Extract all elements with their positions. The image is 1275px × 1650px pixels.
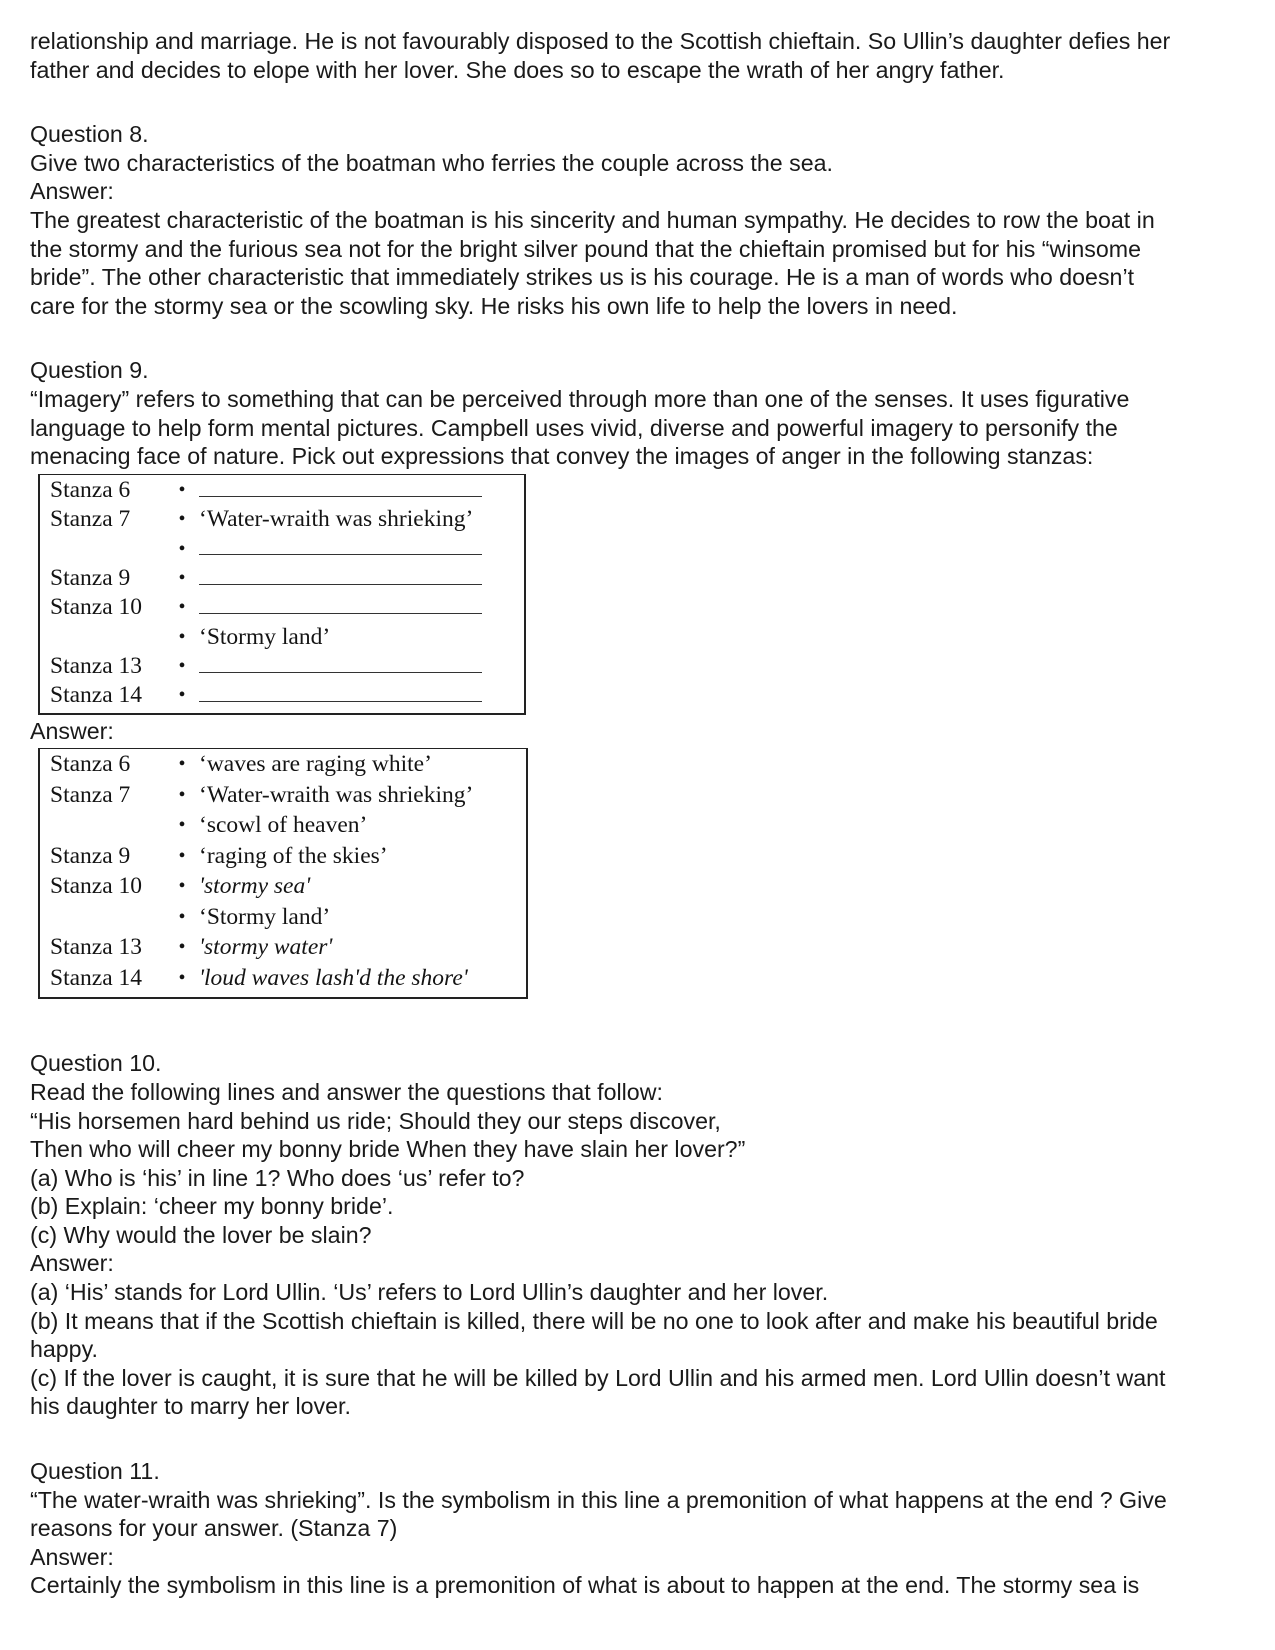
- table-row: [40, 932, 526, 963]
- intro-paragraph: [30, 27, 1255, 84]
- stanza-answer-table: [38, 748, 528, 999]
- question-10-section: [30, 1049, 1255, 1421]
- stanza-label: Stanza 13: [50, 934, 143, 961]
- blank-answer-line: [197, 542, 524, 555]
- answer-line: bride”. The other characteristic that immediately strikes us is his courage. He is a man of words who doesn’t: [30, 264, 1135, 291]
- answer-line: (b) It means that if the Scottish chieftain is killed, there will be no one to look after and make his beautiful bride: [30, 1307, 1158, 1334]
- table-row: [40, 810, 526, 841]
- expression-value: ‘scowl of heaven’: [199, 812, 368, 839]
- answer-line: his daughter to marry her lover.: [30, 1393, 351, 1420]
- stanza-label: Stanza 14: [50, 682, 143, 709]
- blank-answer-line: [197, 572, 524, 585]
- stanza-label: Stanza 10: [50, 873, 143, 900]
- table-row: [40, 476, 524, 505]
- stanza-label: Stanza 7: [50, 781, 131, 808]
- expression-value: 'loud waves lash'd the shore': [199, 964, 468, 991]
- table-row: [40, 652, 524, 681]
- answer-label: Answer:: [30, 1543, 114, 1570]
- stanza-label: Stanza 14: [50, 964, 143, 991]
- stanza-label: Stanza 13: [50, 652, 143, 679]
- table-row: [40, 505, 524, 534]
- answer-line: (a) ‘His’ stands for Lord Ullin. ‘Us’ refers to Lord Ullin’s daughter and her lover.: [30, 1279, 829, 1306]
- stanza-label: Stanza 7: [50, 506, 131, 533]
- stanza-label: Stanza 10: [50, 594, 143, 621]
- blank-answer-line: [197, 484, 524, 497]
- table-row: [40, 534, 524, 563]
- table-row: [40, 871, 526, 902]
- table-row: [40, 749, 526, 780]
- expression-value: ‘Stormy land’: [199, 623, 331, 650]
- question-text: menacing face of nature. Pick out expressions that convey the images of anger in the following stanzas:: [30, 443, 1094, 470]
- question-8-section: [30, 120, 1255, 320]
- blank-answer-line: [197, 660, 524, 673]
- expression-value: ‘Water-wraith was shrieking’: [199, 781, 474, 808]
- bullet-icon: •: [178, 875, 186, 898]
- table-row: [40, 681, 524, 710]
- blank-answer-line: [197, 689, 524, 702]
- intro-line: relationship and marriage. He is not favourably disposed to the Scottish chieftain. So Ullin’s daughter defies her: [30, 28, 1171, 54]
- bullet-icon: •: [178, 936, 186, 959]
- answer-line: happy.: [30, 1336, 98, 1363]
- question-text: Give two characteristics of the boatman who ferries the couple across the sea.: [30, 149, 833, 176]
- stanza-label: Stanza 6: [50, 477, 131, 504]
- bullet-icon: •: [178, 844, 186, 867]
- bullet-icon: •: [178, 783, 186, 806]
- table-row: [40, 841, 526, 872]
- question-11-section: [30, 1457, 1255, 1600]
- sub-question: (a) Who is ‘his’ in line 1? Who does ‘us’ refer to?: [30, 1164, 525, 1191]
- answer-label: Answer:: [30, 717, 114, 744]
- question-9-section: [30, 356, 1255, 999]
- blank-answer-line: [197, 601, 524, 614]
- sub-question: (b) Explain: ‘cheer my bonny bride’.: [30, 1193, 394, 1220]
- table-row: [40, 593, 524, 622]
- expression-value: ‘Water-wraith was shrieking’: [199, 506, 474, 533]
- table-row: [40, 902, 526, 933]
- stanza-question-table: [38, 474, 526, 715]
- bullet-icon: •: [178, 596, 186, 619]
- question-heading: Question 8.: [30, 121, 149, 148]
- answer-label: Answer:: [30, 178, 114, 205]
- poem-line: Then who will cheer my bonny bride When they have slain her lover?”: [30, 1136, 746, 1163]
- question-text: “Imagery” refers to something that can be perceived through more than one of the senses. It uses figurative: [30, 385, 1130, 412]
- intro-line: father and decides to elope with her lover. She does so to escape the wrath of her angry father.: [30, 56, 1005, 83]
- bullet-icon: •: [178, 684, 186, 707]
- table-row: [40, 564, 524, 593]
- stanza-label: Stanza 9: [50, 842, 131, 869]
- answer-line: The greatest characteristic of the boatman is his sincerity and human sympathy. He decides to row the boat in: [30, 206, 1155, 233]
- answer-line: (c) If the lover is caught, it is sure that he will be killed by Lord Ullin and his armed men. Lord Ullin doesn’t want: [30, 1364, 1166, 1391]
- bullet-icon: •: [178, 753, 186, 776]
- bullet-icon: •: [178, 479, 186, 502]
- bullet-icon: •: [178, 537, 186, 560]
- answer-label: Answer:: [30, 1250, 114, 1277]
- question-text: language to help form mental pictures. Campbell uses vivid, diverse and powerful imagery to personify the: [30, 414, 1118, 441]
- table-row: [40, 622, 524, 651]
- answer-line: care for the stormy sea or the scowling sky. He risks his own life to help the lovers in need.: [30, 292, 958, 319]
- question-text: reasons for your answer. (Stanza 7): [30, 1515, 398, 1542]
- table-row: [40, 780, 526, 811]
- question-heading: Question 10.: [30, 1050, 162, 1077]
- bullet-icon: •: [178, 654, 186, 677]
- bullet-icon: •: [178, 966, 186, 989]
- question-heading: Question 9.: [30, 357, 149, 384]
- sub-question: (c) Why would the lover be slain?: [30, 1221, 372, 1248]
- expression-value: ‘waves are raging white’: [199, 751, 432, 778]
- poem-line: “His horsemen hard behind us ride; Should they our steps discover,: [30, 1107, 721, 1134]
- bullet-icon: •: [178, 508, 186, 531]
- bullet-icon: •: [178, 905, 186, 928]
- stanza-label: Stanza 9: [50, 564, 131, 591]
- expression-value: ‘Stormy land’: [199, 903, 331, 930]
- expression-value: 'stormy sea': [199, 873, 311, 900]
- table-row: [40, 963, 526, 994]
- bullet-icon: •: [178, 566, 186, 589]
- bullet-icon: •: [178, 814, 186, 837]
- answer-line: Certainly the symbolism in this line is a premonition of what is about to happen at the end. The stormy sea is: [30, 1572, 1140, 1599]
- expression-value: ‘raging of the skies’: [199, 842, 388, 869]
- bullet-icon: •: [178, 625, 186, 648]
- question-text: “The water-wraith was shrieking”. Is the symbolism in this line a premonition of what happens at the end ? Give: [30, 1486, 1167, 1513]
- stanza-label: Stanza 6: [50, 751, 131, 778]
- question-heading: Question 11.: [30, 1458, 160, 1485]
- expression-value: 'stormy water': [199, 934, 333, 961]
- document-page: [30, 27, 1255, 1600]
- answer-line: the stormy and the furious sea not for the bright silver pound that the chieftain promised but for his “winsome: [30, 235, 1142, 262]
- question-text: Read the following lines and answer the questions that follow:: [30, 1078, 663, 1105]
